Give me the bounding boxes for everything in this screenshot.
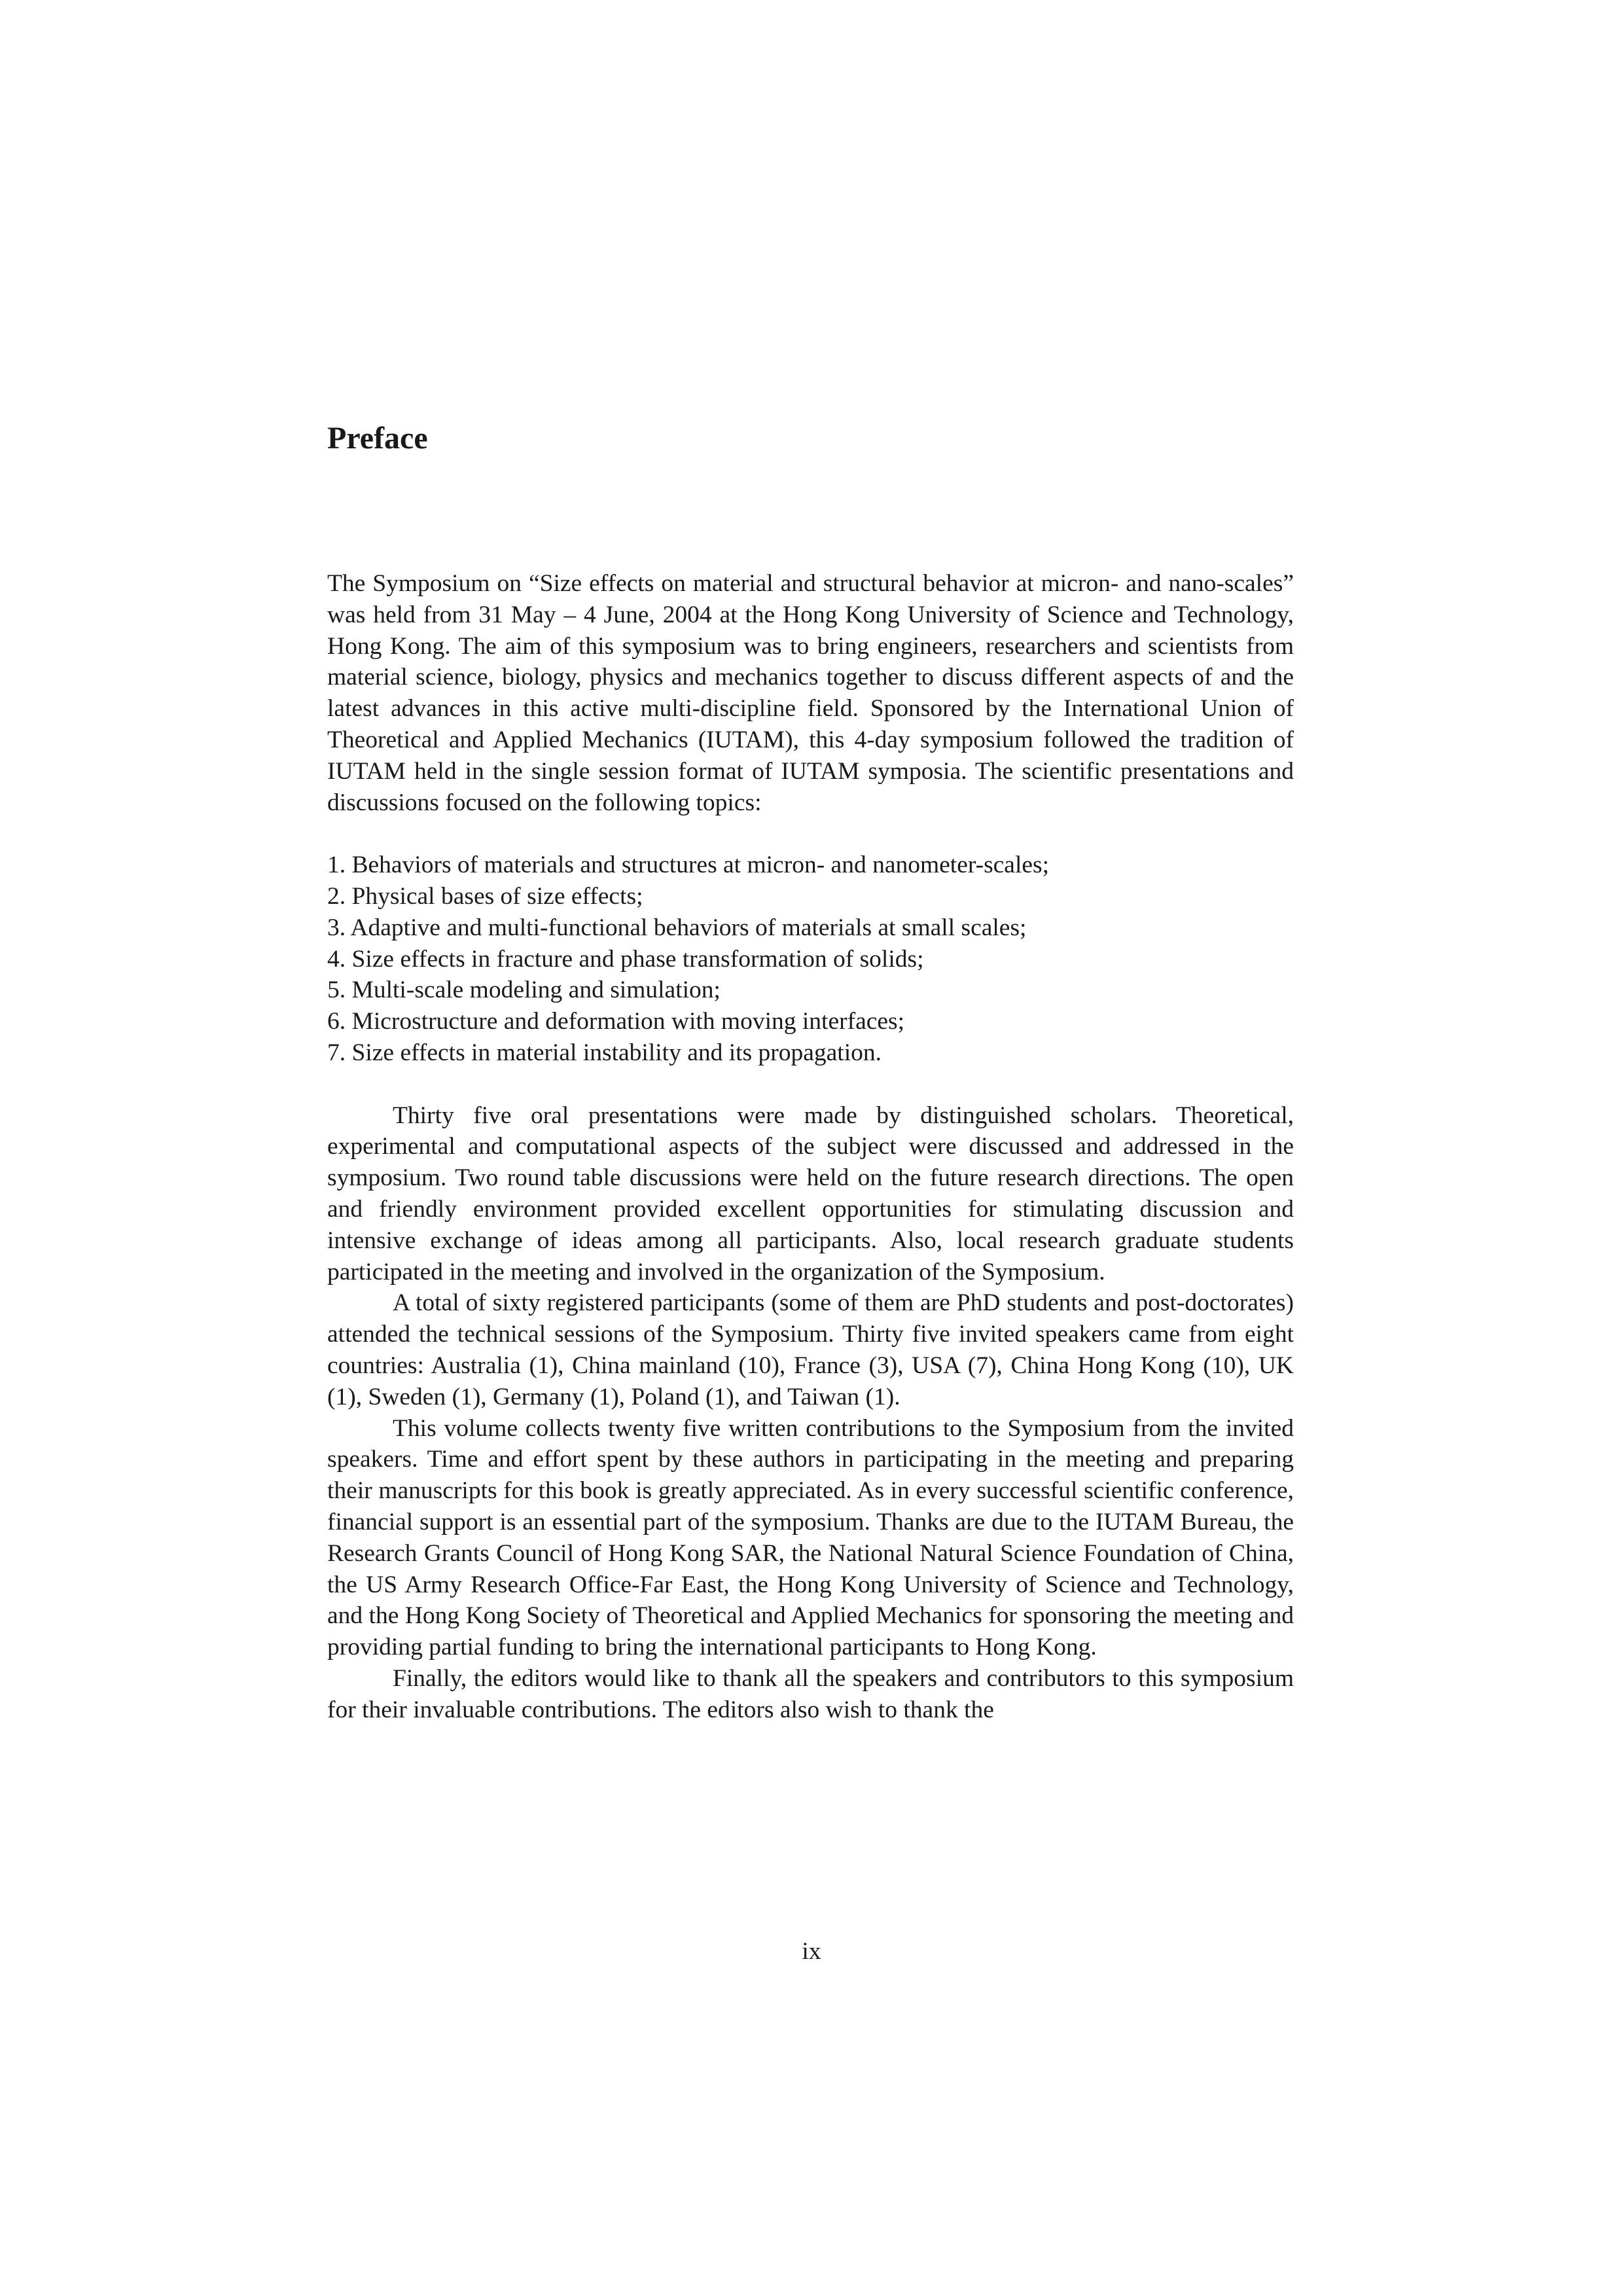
list-item: 5. Multi-scale modeling and simulation;: [327, 977, 721, 1004]
list-item: 2. Physical bases of size effects;: [327, 882, 643, 910]
presentations-paragraph: Thirty five oral presentations were made by distinguished scholars. Theoretical, experimental and computational aspects of the subject were discussed and addressed in the symposium. Two round table discussions were held on the future research directions. The open and friendly environment provided excellent opportunities for stimulating discussion and intensive exchange of ideas among all participants. Also, local research graduate students participated in the meeting and involved in the organization of the Symposium.: [327, 1102, 1294, 1285]
list-item: 4. Size effects in fracture and phase transformation of solids;: [327, 945, 924, 973]
contributions-paragraph: This volume collects twenty five written contributions to the Symposium from the invited speakers. Time and effort spent by these authors in participating in the meeting and preparing their manuscripts for this book is greatly appreciated. As in every successful scientific conference, financial support is an essential part of the symposium. Thanks are due to the IUTAM Bureau, the Research Grants Council of Hong Kong SAR, the National Natural Science Foundation of China, the US Army Research Office-Far East, the Hong Kong University of Science and Technology, and the Hong Kong Society of Theoretical and Applied Mechanics for sponsoring the meeting and providing partial funding to bring the international participants to Hong Kong.: [327, 1414, 1294, 1661]
list-item: 6. Microstructure and deformation with moving interfaces;: [327, 1008, 905, 1035]
topics-list: [327, 850, 1294, 1069]
list-item: 1. Behaviors of materials and structures at micron- and nanometer-scales;: [327, 852, 1050, 879]
page-title: Preface: [327, 421, 428, 456]
participants-paragraph: A total of sixty registered participants (some of them are PhD students and post-doctorates) attended the technical sessions of the Symposium. Thirty five invited speakers came from eight countries: Australia (1), China mainland (10), France (3), USA (7), China Hong Kong (10), UK (1), Sweden (1), Germany (1), Poland (1), and Taiwan (1).: [327, 1289, 1294, 1410]
list-item: 7. Size effects in material instability and its propagation.: [327, 1039, 882, 1066]
page-number: ix: [802, 1938, 821, 1965]
acknowledgements-paragraph: Finally, the editors would like to thank all the speakers and contributors to this symposium for their invaluable contributions. The editors also wish to thank the: [327, 1664, 1294, 1723]
intro-paragraph: The Symposium on “Size effects on material and structural behavior at micron- and nano-scales” was held from 31 May – 4 June, 2004 at the Hong Kong University of Science and Technology, Hong Kong. The aim of this symposium was to bring engineers, researchers and scientists from material science, biology, physics and mechanics together to discuss different aspects of and the latest advances in this active multi-discipline field. Sponsored by the International Union of Theoretical and Applied Mechanics (IUTAM), this 4-day symposium followed the tradition of IUTAM held in the single session format of IUTAM symposia. The scientific presentations and discussions focused on the following topics:: [327, 570, 1294, 816]
list-item: 3. Adaptive and multi-functional behaviors of materials at small scales;: [327, 914, 1027, 941]
preface-body: [327, 568, 1294, 1725]
